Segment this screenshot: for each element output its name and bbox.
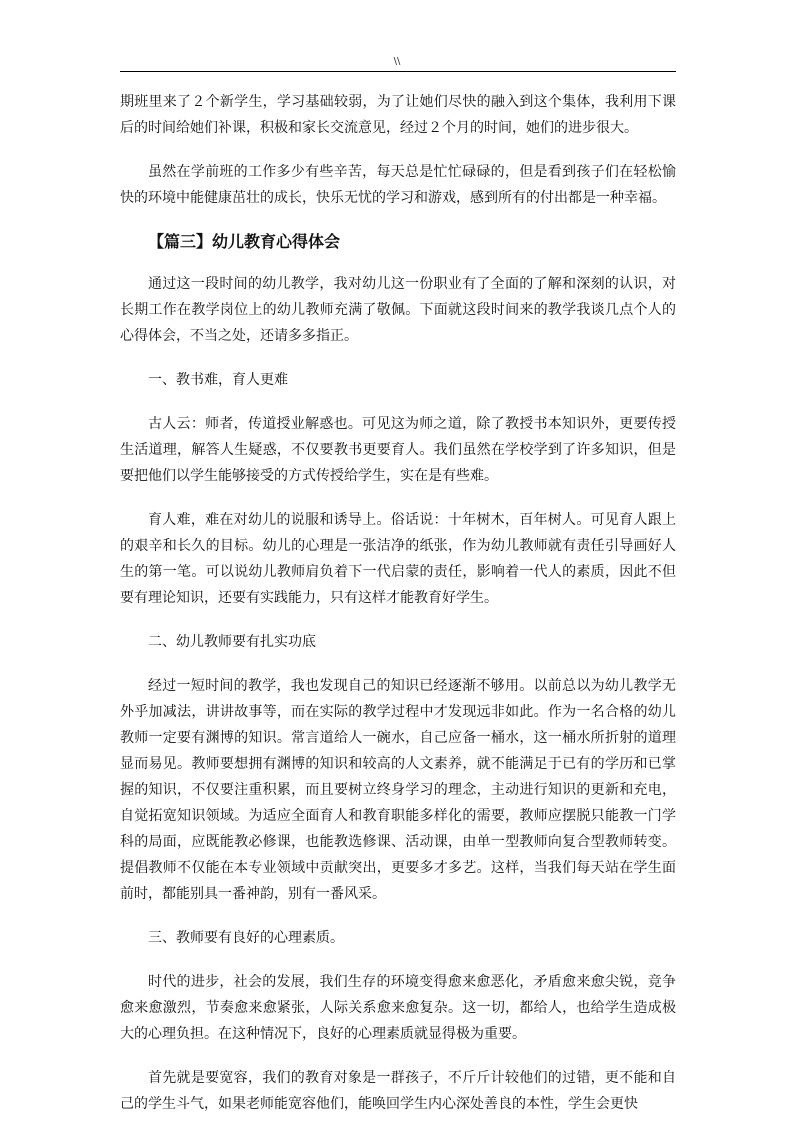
subheading: 二、幼儿教师要有扎实功底 xyxy=(148,634,316,650)
section-title: 【篇三】幼儿教育心得体会 xyxy=(148,232,341,251)
paragraph: 古人云：师者，传道授业解惑也。可见这为师之道，除了教授书本知识外，更要传授生活道理，解答人生疑惑，不仅要教书更要育人。我们虽然在学校学到了许多知识，但是要把他们以学生能够接受的方式传授给学生，实在是有些难。 xyxy=(120,416,676,484)
paragraph: 经过一短时间的教学，我也发现自己的知识已经逐渐不够用。以前总以为幼儿教学无外乎加减法，讲讲故事等，而在实际的教学过程中才发现远非如此。作为一名合格的幼儿教师一定要有渊博的知识。常言道给人一碗水，自己应备一桶水，这一桶水所折射的道理显而易见。教师要想拥有渊博的知识和较高的人文素养，就不能满足于已有的学历和已掌握的知识，不仅要注重积累，而且要树立终身学习的理念，主动进行知识的更新和充电，自觉拓宽知识领域。为适应全面育人和教育职能多样化的需要，教师应摆脱只能教一门学科的局面，应既能教必修课，也能教选修课、活动课，由单一型教师向复合型教师转变。提倡教师不仅能在本专业领域中贡献突出，更要多才多艺。这样，当我们每天站在学生面前时，都能别具一番神韵，别有一番风采。 xyxy=(120,678,676,902)
paragraph: 时代的进步，社会的发展，我们生存的环境变得愈来愈恶化，矛盾愈来愈尖锐，竞争愈来愈激烈，节奏愈来愈紧张，人际关系愈来愈复杂。这一切，都给人，也给学生造成极大的心理负担。在这种情况下，良好的心理素质就显得极为重要。 xyxy=(120,974,676,1042)
header-rule xyxy=(120,71,676,72)
subheading: 三、教师要有良好的心理素质。 xyxy=(148,930,344,946)
subheading: 一、教书难，育人更难 xyxy=(148,372,288,388)
document-body xyxy=(120,89,676,1135)
paragraph-continued: 期班里来了２个新学生，学习基础较弱，为了让她们尽快的融入到这个集体，我利用下课后的时间给她们补课，积极和家长交流意见，经过２个月的时间，她们的进步很大。 xyxy=(120,94,676,136)
paragraph: 首先就是要宽容，我们的教育对象是一群孩子，不斤斤计较他们的过错，更不能和自己的学生斗气，如果老师能宽容他们，能唤回学生内心深处善良的本性，学生会更快 xyxy=(120,1070,676,1112)
paragraph: 虽然在学前班的工作多少有些辛苦，每天总是忙忙碌碌的，但是看到孩子们在轻松愉快的环境中能健康茁壮的成长，快乐无忧的学习和游戏，感到所有的付出都是一种幸福。 xyxy=(120,164,676,206)
header-mark: \\ xyxy=(393,56,401,67)
paragraph: 通过这一段时间的幼儿教学，我对幼儿这一份职业有了全面的了解和深刻的认识，对长期工作在教学岗位上的幼儿教师充满了敬佩。下面就这段时间来的教学我谈几点个人的心得体会，不当之处，还请多多指正。 xyxy=(120,276,676,344)
paragraph: 育人难，难在对幼儿的说服和诱导上。俗话说：十年树木，百年树人。可见育人跟上的艰辛和长久的目标。幼儿的心理是一张洁净的纸张，作为幼儿教师就有责任引导画好人生的第一笔。可以说幼儿教师肩负着下一代启蒙的责任，影响着一代人的素质，因此不但要有理论知识，还要有实践能力，只有这样才能教育好学生。 xyxy=(120,512,676,606)
